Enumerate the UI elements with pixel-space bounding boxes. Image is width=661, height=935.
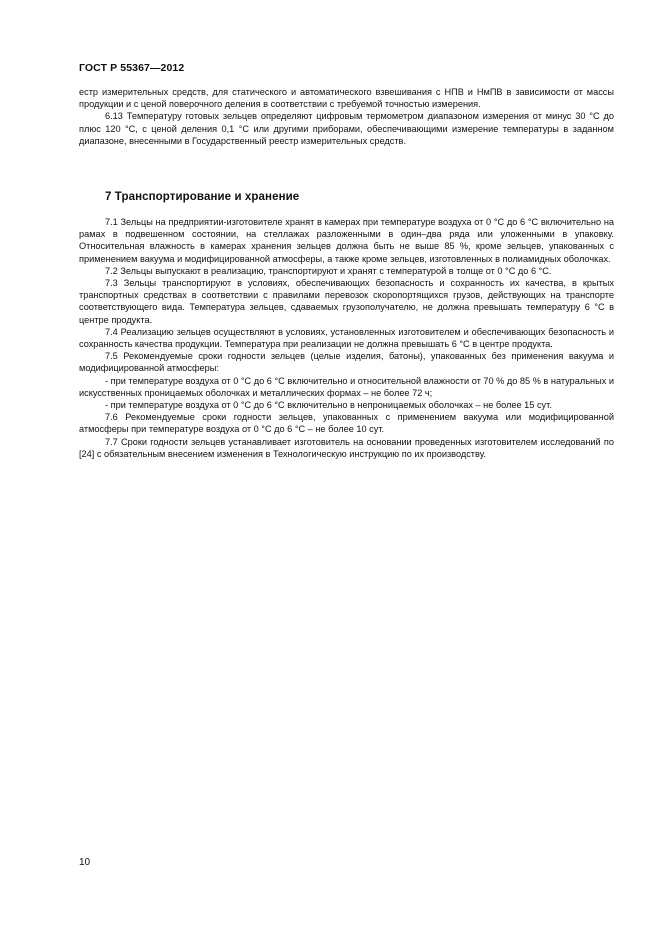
paragraph-6-13: 6.13 Температуру готовых зельцев определяют цифровым термометром диапазоном измерения от минус 30 °С до плюс 120 °С, с ценой деления 0,1 °С или другими приборами, обеспечивающими измерение температуры в заданном диапазоне, внесенными в Государственный реестр измерительных средств. (79, 111, 614, 146)
paragraph-7-3: 7.3 Зельцы транспортируют в условиях, обеспечивающих безопасность и сохранность их качества, в крытых транспортных средствах в соответствии с правилами перевозок скоропортящихся грузов, действующих на транспорте соответствующего вида. Температура зельцев, сдаваемых грузополучателю, не должна превышать температуру 6 °С в центре продукта. (79, 278, 614, 325)
paragraph-continuation: естр измерительных средств, для статического и автоматического взвешивания с НПВ и НмПВ в зависимости от массы продукции и с ценой поверочного деления в соответствии с требуемой точностью измерения. (79, 87, 614, 110)
section-text-block (79, 216, 614, 460)
list-item-72h: - при температуре воздуха от 0 °С до 6 °С включительно и относительной влажности от 70 % до 85 % в натуральных и искусственных проницаемых оболочках и металлических формах – не более 72 ч; (79, 375, 614, 398)
top-text-block (79, 86, 614, 147)
paragraph-7-6: 7.6 Рекомендуемые сроки годности зельцев, упакованных с применением вакуума или модифицированной атмосферы при температуре воздуха от 0 °С до 6 °С – не более 10 сут. (79, 412, 614, 435)
paragraph-7-4: 7.4 Реализацию зельцев осуществляют в условиях, установленных изготовителем и обеспечивающих безопасность и сохранность качества продукции. Температура при реализации не должна превышать 6 °С в центре продукта. (79, 326, 614, 350)
page-number: 10 (79, 857, 91, 868)
paragraph-7-5: 7.5 Рекомендуемые сроки годности зельцев (целые изделия, батоны), упакованных без применения вакуума и модифицированной атмосферы: (79, 351, 614, 374)
section-title: 7 Транспортирование и хранение (105, 191, 300, 203)
paragraph-7-1: 7.1 Зельцы на предприятии-изготовителе хранят в камерах при температуре воздуха от 0 °С до 6 °С включительно на рамах в подвешенном состоянии, на стеллажах разложенными в один–два ряда или уложенными в упаковку. Относительная влажность в камерах хранения зельцев должна быть не выше 85 %, кроме зельцев, упакованных с применением вакуума и модифицированной атмосферы, а также кроме зельцев, изготовленных в полиамидных оболочках. (79, 217, 614, 264)
list-item-15-days: - при температуре воздуха от 0 °С до 6 °С включительно в непроницаемых оболочках – не более 15 сут. (105, 400, 552, 411)
paragraph-7-7: 7.7 Сроки годности зельцев устанавливает изготовитель на основании проведенных изготовителем исследований по [24] с обязательным внесением изменения в Технологическую инструкцию по их производству. (79, 436, 614, 459)
document-code-header: ГОСТ Р 55367—2012 (79, 62, 185, 74)
paragraph-7-2: 7.2 Зельцы выпускают в реализацию, транспортируют и хранят с температурой в толще от 0 °С до 6 °С. (105, 265, 552, 276)
